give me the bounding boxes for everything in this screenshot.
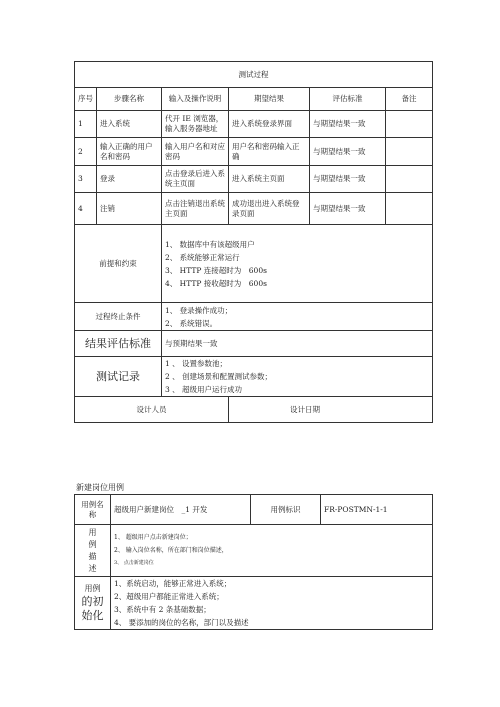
precondition-row <box>75 225 433 303</box>
list-item: 2、 系统错误。 <box>165 318 218 328</box>
list-item: 1、 超级用户点击新建岗位； <box>114 534 192 541</box>
termination-row <box>75 303 433 331</box>
result-criteria-value: 与预期结果一致 <box>162 331 433 357</box>
table-row <box>75 111 433 138</box>
header-step: 步骤名称 <box>97 88 162 111</box>
header-no: 序号 <box>75 88 97 111</box>
row-note <box>386 111 433 138</box>
row-no: 1 <box>75 111 97 138</box>
list-item: 4、 要添加的岗位的名称，部门以及描述 <box>114 618 249 627</box>
test-record-label: 测试记录 <box>75 357 162 397</box>
result-criteria-label: 结果评估标准 <box>75 331 162 357</box>
header-criteria: 评估标准 <box>310 88 386 111</box>
row-input: 代开 IE 浏览器，输入服务器地址 <box>162 111 229 138</box>
list-item: 2、超级用户都能正常进入系统； <box>114 592 224 601</box>
row-note <box>386 193 433 225</box>
list-item: 3、 HTTP 连接超时为 600s <box>165 265 267 275</box>
row-step: 输入正确的用户名和密码 <box>97 138 162 166</box>
row-note <box>386 166 433 193</box>
row-no: 3 <box>75 166 97 193</box>
row-step: 注销 <box>97 193 162 225</box>
row-input: 输入用户名和对应密码 <box>162 138 229 166</box>
list-item: 3、系统中有 2 条基础数据； <box>114 605 211 614</box>
table-row <box>75 166 433 193</box>
case-name-label: 用例名称 <box>75 495 111 525</box>
case-name-value: 超级用户新建岗位 _1 开发 <box>111 495 251 525</box>
header-note: 备注 <box>386 88 433 111</box>
designer-label: 设计人员 <box>75 397 229 423</box>
list-item: 2、 输入岗位名称，所在部门和岗位描述， <box>114 547 228 554</box>
list-item: 3、 点击新建岗位 <box>114 560 154 566</box>
list-item: 1 、 设置参数池； <box>165 359 228 368</box>
case-desc-list <box>111 525 433 577</box>
case-id-label: 用例标识 <box>251 495 321 525</box>
case-table <box>74 494 433 630</box>
table-row <box>75 138 433 166</box>
case-id-value: FR-POSTMN-1-1 <box>321 495 433 525</box>
row-no: 4 <box>75 193 97 225</box>
test-process-table <box>74 61 433 423</box>
design-date-label: 设计日期 <box>229 397 433 423</box>
list-item: 1、 数据库中有该超级用户 <box>165 239 255 249</box>
header-expected: 期望结果 <box>229 88 310 111</box>
test-record-list <box>162 357 433 397</box>
row-expected: 用户名和密码输入正确 <box>229 138 310 166</box>
row-input: 点击注销退出系统主页面 <box>162 193 229 225</box>
list-item: 1、系统启动，能够正常进入系统； <box>114 579 232 588</box>
termination-label: 过程终止条件 <box>75 303 162 331</box>
list-item: 2 、 创建场景和配置测试参数； <box>165 372 273 381</box>
termination-list <box>162 303 433 331</box>
row-criteria: 与期望结果一致 <box>310 193 386 225</box>
result-criteria-row <box>75 331 433 357</box>
row-expected: 成功退出进入系统登录页面 <box>229 193 310 225</box>
row-expected: 进入系统主页面 <box>229 166 310 193</box>
row-input: 点击登录后进入系统主页面 <box>162 166 229 193</box>
case-desc-label: 用 例 描 述 <box>75 525 111 577</box>
row-step: 进入系统 <box>97 111 162 138</box>
row-criteria: 与期望结果一致 <box>310 166 386 193</box>
row-note <box>386 138 433 166</box>
precondition-list <box>162 225 433 303</box>
list-item: 1、 登录操作成功； <box>165 305 233 315</box>
list-item: 4、 HTTP 接收超时为 600s <box>165 278 267 288</box>
list-item: 3 、 超级用户运行成功 <box>165 385 243 394</box>
table-row <box>75 193 433 225</box>
row-no: 2 <box>75 138 97 166</box>
case-heading: 新建岗位用例 <box>76 483 124 492</box>
row-step: 登录 <box>97 166 162 193</box>
header-input: 输入及操作说明 <box>162 88 229 111</box>
case-init-list <box>111 577 433 630</box>
designer-row <box>75 397 433 423</box>
precondition-label: 前提和约束 <box>75 225 162 303</box>
row-criteria: 与期望结果一致 <box>310 138 386 166</box>
row-expected: 进入系统登录界面 <box>229 111 310 138</box>
process-title: 测试过程 <box>75 62 433 88</box>
row-criteria: 与期望结果一致 <box>310 111 386 138</box>
list-item: 2、 系统能够正常运行 <box>165 252 240 262</box>
test-record-row <box>75 357 433 397</box>
case-init-label: 用例 的初 始化 <box>75 577 111 630</box>
